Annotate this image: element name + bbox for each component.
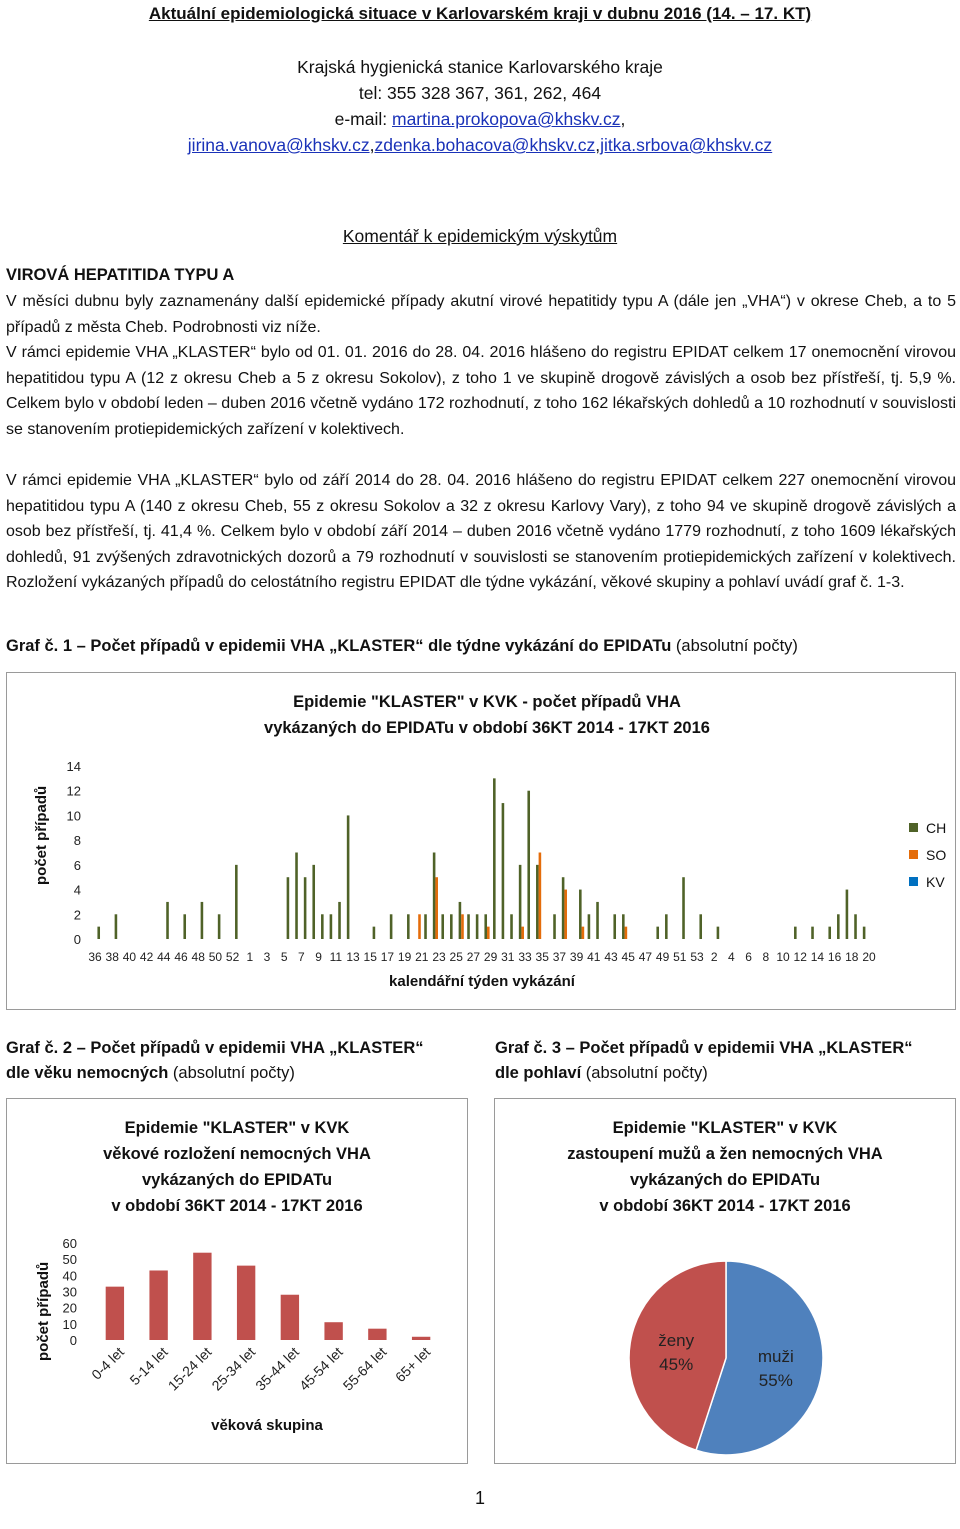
chart1-bar-ch [338,902,341,939]
chart1-bar-ch [484,914,487,939]
chart1-bar-ch [682,877,685,939]
chart1-x-tick-label: 27 [466,950,481,964]
email-separator: , [369,135,375,155]
chart1-frame [6,672,956,1010]
chart1-y-tick-label: 10 [66,808,81,824]
chart1-bar-so [487,927,490,939]
chart1-x-tick-label: 29 [483,950,498,964]
chart1-y-tick-label: 4 [73,882,81,898]
chart1-bar-ch [828,927,831,939]
chart1-bar-ch [794,927,797,939]
chart1-bar-ch [424,914,427,939]
chart2-plot [7,1099,467,1463]
chart2-x-tick-label: 15-24 let [164,1343,215,1394]
graf2-caption [6,1036,476,1086]
chart2-bar-4 [281,1295,299,1340]
chart2-bar-6 [368,1329,386,1340]
chart1-bar-ch [235,865,238,939]
email-link-srbova[interactable]: jitka.srbova@khskv.cz [600,135,773,155]
chart1-x-tick-label: 25 [449,950,463,964]
chart1-bar-ch [97,927,100,939]
chart1-bar-ch [699,914,702,939]
chart1-bar-ch [218,914,221,939]
chart1-x-tick-label: 19 [397,950,412,964]
chart2-bar-2 [193,1253,211,1340]
chart1-bar-ch [717,927,720,939]
legend-label-kv: KV [926,873,945,890]
chart1-y-tick-label: 14 [66,759,81,774]
paragraph-klaster-total: V rámci epidemie VHA „KLASTER“ bylo od září 2014 do 28. 04. 2016 hlášeno do registru EPIDAT celkem 227 onemocnění virovou hepatitidou typu A (140 z okresu Cheb, 55 z okresu Sokolov a 32 z okresu Karlovy Vary), z toho 94 ve skupině drogově závislých a osob bez přístřeší, tj. 41,4 %. Celkem bylo v období září 2014 – duben 2016 včetně vydáno 1779 rozhodnutí, z toho 1609 lékařských dohledů, 91 zvýšených zdravotnických dozorů a 79 rozhodnutí v souvislosti se stanovením protiepidemických zařízení v kolektivech. Rozložení vykázaných případů do celostátního registru EPIDAT dle týdne vykázání, věkové skupiny a pohlaví uvádí graf č. 1-3. [6,472,956,591]
chart1-x-tick-label: 14 [810,950,825,964]
chart1-x-tick-label: 15 [363,950,377,964]
legend-label-ch: CH [926,819,947,836]
chart1-bar-ch [596,902,599,939]
org-email-line [0,106,960,132]
chart1-bar-ch [467,914,470,939]
chart1-bar-ch [519,865,522,939]
chart1-bar-ch [553,914,556,939]
chart1-bar-ch [863,927,866,939]
chart1-bar-so [461,914,464,939]
chart1-x-tick-label: 13 [346,950,360,964]
chart2-y-tick-label: 10 [62,1316,77,1332]
chart2-x-tick-label: 35-44 let [252,1343,302,1394]
chart1-bar-ch [347,815,350,939]
chart1-y-tick-label: 8 [73,833,81,849]
document-title: Aktuální epidemiologická situace v Karlovarském kraji v dubnu 2016 (14. – 17. KT) [148,4,812,23]
chart1-bar-ch [330,914,333,939]
chart1-y-tick-label: 2 [73,907,81,923]
chart1-bar-ch [373,927,376,939]
chart1-x-tick-label: 23 [432,950,446,964]
chart1-x-tick-label: 6 [745,950,752,964]
chart1-bar-ch [287,877,290,939]
chart2-bar-5 [324,1322,342,1340]
chart1-bar-ch [450,914,453,939]
chart1-x-tick-label: 48 [191,950,205,964]
chart1-x-tick-label: 42 [139,950,154,964]
chart2-title-line2: věkové rozložení nemocných VHA [103,1145,371,1163]
chart1-bar-ch [295,853,298,940]
chart1-bar-so [582,927,585,939]
chart1-bar-ch [115,914,118,939]
chart1-x-tick-label: 53 [690,950,704,964]
chart1-bar-ch [665,914,668,939]
chart1-x-tick-label: 2 [710,950,718,964]
chart1-x-tick-label: 40 [122,950,137,964]
chart2-x-tick-label: 5-14 let [126,1343,171,1389]
chart1-bar-ch [588,914,591,939]
chart1-legend [909,814,946,895]
chart1-bar-ch [502,803,505,939]
comment-title: Komentář k epidemickým výskytům [342,226,618,246]
chart1-x-tick-label: 3 [263,950,271,964]
legend-swatch-kv [909,877,918,886]
chart1-bar-ch [579,890,582,939]
chart2-y-tick-label: 20 [62,1300,77,1316]
chart1-x-tick-label: 31 [501,950,515,964]
chart1-x-tick-label: 18 [845,950,859,964]
chart1-title-line2: vykázaných do EPIDATu v období 36KT 2014 - 17KT 2016 [264,719,710,737]
chart1-x-tick-label: 52 [225,950,240,964]
chart1-x-tick-label: 51 [673,950,687,964]
paragraph-klaster-2016: V rámci epidemie VHA „KLASTER“ bylo od 01. 01. 2016 do 28. 04. 2016 hlášeno do registru EPIDAT celkem 17 onemocnění virovou hepatitidou typu A (12 z okresu Cheb a 5 z okresu Sokolov), z toho 1 ve skupině drogově závislých a osob bez přístřeší, tj. 5,9 %. Celkem bylo v období leden – duben 2016 včetně vydáno 172 rozhodnutí, z toho 162 lékařských dohledů a 10 rozhodnutí v souvislosti se stanovením protiepidemických zařízení v kolektivech. [6,344,956,438]
chart1-bar-ch [837,914,840,939]
chart1-x-tick-label: 17 [380,950,395,964]
email-link-bohacova[interactable]: zdenka.bohacova@khskv.cz [374,135,596,155]
legend-item-kv [909,868,946,895]
chart1-x-axis-title: kalendářní týden vykázání [389,973,575,990]
chart1-bar-ch [536,865,539,939]
graf3-caption-normal: (absolutní počty) [581,1064,708,1082]
chart1-x-tick-label: 8 [762,950,770,964]
chart1-bar-so [435,877,438,939]
chart1-plot [7,673,955,1009]
chart1-x-tick-label: 10 [776,950,790,964]
chart3-slice-label: muži [757,1346,794,1366]
chart1-x-tick-label: 20 [862,950,876,964]
chart2-frame [6,1098,468,1464]
chart2-x-axis-title: věková skupina [211,1417,323,1434]
chart1-x-tick-label: 5 [280,950,288,964]
chart1-x-tick-label: 46 [174,950,188,964]
org-phone: tel: 355 328 367, 361, 262, 464 [358,83,602,103]
legend-item-ch [909,814,946,841]
legend-swatch-so [909,850,918,859]
chart1-x-tick-label: 39 [569,950,584,964]
chart1-x-tick-label: 45 [621,950,635,964]
chart1-x-tick-label: 36 [88,950,102,964]
chart1-bar-ch [527,791,530,939]
chart1-bar-ch [433,853,436,940]
email-prefix: e-mail: [334,109,392,129]
chart1-bar-so [539,853,542,940]
chart2-title-line4: v období 36KT 2014 - 17KT 2016 [111,1197,363,1215]
email-link-prokopova[interactable]: martina.prokopova@khskv.cz [392,109,621,129]
chart2-y-tick-label: 50 [62,1252,77,1268]
chart1-bar-ch [613,914,616,939]
chart2-x-tick-label: 55-64 let [339,1343,390,1394]
chart1-bar-ch [476,914,479,939]
chart3-frame [494,1098,956,1464]
chart1-y-axis-title: počet případů [33,785,50,885]
graf3-caption-bold-2: dle pohlaví [495,1064,582,1082]
graf2-caption-bold: Graf č. 2 – Počet případů v epidemii VHA „KLASTER“ [6,1039,424,1057]
chart2-title-line3: vykázaných do EPIDATu [141,1171,333,1189]
chart2-y-tick-label: 40 [62,1268,77,1284]
chart1-x-tick-label: 49 [655,950,670,964]
page-number: 1 [474,1488,485,1508]
chart1-x-tick-label: 4 [728,950,735,964]
chart1-bar-ch [846,890,849,939]
graf3-caption-bold: Graf č. 3 – Počet případů v epidemii VHA „KLASTER“ [495,1039,913,1057]
chart3-title-line1: Epidemie "KLASTER" v KVK [612,1119,838,1137]
chart1-x-tick-label: 50 [208,950,223,964]
chart3-slice-pct: 45% [659,1355,694,1375]
chart1-x-tick-label: 12 [793,950,807,964]
legend-label-so: SO [926,846,947,863]
paragraph-april-cases: V měsíci dubnu byly zaznamenány další epidemické případy akutní virové hepatitidy typu A (dále jen „VHA“) v okrese Cheb, a to 5 případů z města Cheb. Podrobnosti viz níže. [6,293,956,336]
chart1-bar-ch [656,927,659,939]
chart1-x-tick-label: 21 [415,950,429,964]
chart1-x-tick-label: 9 [315,950,322,964]
chart1-bar-so [521,927,524,939]
chart1-bar-ch [304,877,307,939]
section-heading: VIROVÁ HEPATITIDA TYPU A [6,266,235,284]
email-link-vanova[interactable]: jirina.vanova@khskv.cz [187,135,370,155]
chart2-y-axis-title: počet případů [35,1261,52,1361]
chart1-bar-ch [441,914,444,939]
chart1-bar-ch [166,902,169,939]
org-email-line-2 [0,132,960,158]
chart1-bar-ch [562,877,565,939]
chart1-bar-ch [510,914,513,939]
chart1-x-tick-label: 47 [638,950,653,964]
chart2-bar-0 [106,1287,124,1340]
chart2-x-tick-label: 0-4 let [88,1343,127,1383]
chart1-bar-so [625,927,628,939]
chart2-title-line1: Epidemie "KLASTER" v KVK [124,1119,350,1137]
chart1-bar-so [564,890,567,939]
chart1-bar-ch [312,865,315,939]
chart1-title-line1: Epidemie "KLASTER" v KVK - počet případů VHA [293,693,681,711]
chart1-y-tick-label: 12 [66,783,81,799]
graf1-caption-normal: (absolutní počty) [671,637,798,655]
email-separator: , [595,135,601,155]
chart3-plot [495,1099,955,1463]
chart1-x-tick-label: 43 [604,950,618,964]
chart1-bar-ch [811,927,814,939]
chart1-x-tick-label: 41 [587,950,601,964]
chart3-slice-label: ženy [658,1331,695,1351]
chart1-bar-ch [407,914,410,939]
chart1-x-tick-label: 38 [105,950,119,964]
graf3-caption [495,1036,955,1086]
chart1-bar-ch [321,914,324,939]
chart2-x-tick-label: 65+ let [391,1343,434,1386]
chart1-x-tick-label: 35 [535,950,549,964]
chart3-title-line4: v období 36KT 2014 - 17KT 2016 [599,1197,851,1215]
chart2-bar-7 [412,1337,430,1340]
chart1-x-tick-label: 33 [518,950,532,964]
chart1-x-tick-label: 44 [157,950,171,964]
chart1-x-tick-label: 1 [246,950,254,964]
chart1-bar-so [418,914,421,939]
graf1-caption [6,634,956,659]
chart2-x-tick-label: 25-34 let [208,1343,259,1394]
chart1-x-tick-label: 11 [329,950,343,964]
chart2-y-tick-label: 60 [62,1236,77,1251]
chart2-bar-1 [149,1270,167,1340]
chart1-bar-ch [493,778,496,939]
chart3-slice-pct: 55% [758,1370,793,1390]
chart1-y-tick-label: 6 [73,857,81,873]
graf2-caption-normal: (absolutní počty) [168,1064,295,1082]
chart1-bar-ch [183,914,186,939]
legend-item-so [909,841,946,868]
legend-swatch-ch [909,823,918,832]
chart2-y-tick-label: 0 [69,1333,77,1348]
chart1-x-tick-label: 37 [552,950,567,964]
chart1-bar-ch [622,914,625,939]
chart2-y-tick-label: 30 [62,1284,77,1300]
chart1-bar-ch [459,902,462,939]
chart2-x-tick-label: 45-54 let [295,1343,346,1394]
chart1-bar-ch [390,914,393,939]
chart1-bar-ch [854,914,857,939]
org-name: Krajská hygienická stanice Karlovarského kraje [297,57,663,77]
chart1-bar-ch [201,902,204,939]
chart1-y-tick-label: 0 [73,932,81,947]
email-separator: , [620,109,626,129]
chart2-bar-3 [237,1266,255,1340]
chart1-x-tick-label: 7 [298,950,305,964]
graf1-caption-bold: Graf č. 1 – Počet případů v epidemii VHA „KLASTER“ dle týdne vykázání do EPIDATu [6,637,672,655]
chart3-title-line2: zastoupení mužů a žen nemocných VHA [567,1145,883,1163]
chart1-x-tick-label: 16 [827,950,842,964]
chart3-title-line3: vykázaných do EPIDATu [629,1171,821,1189]
graf2-caption-bold-2: dle věku nemocných [6,1064,169,1082]
